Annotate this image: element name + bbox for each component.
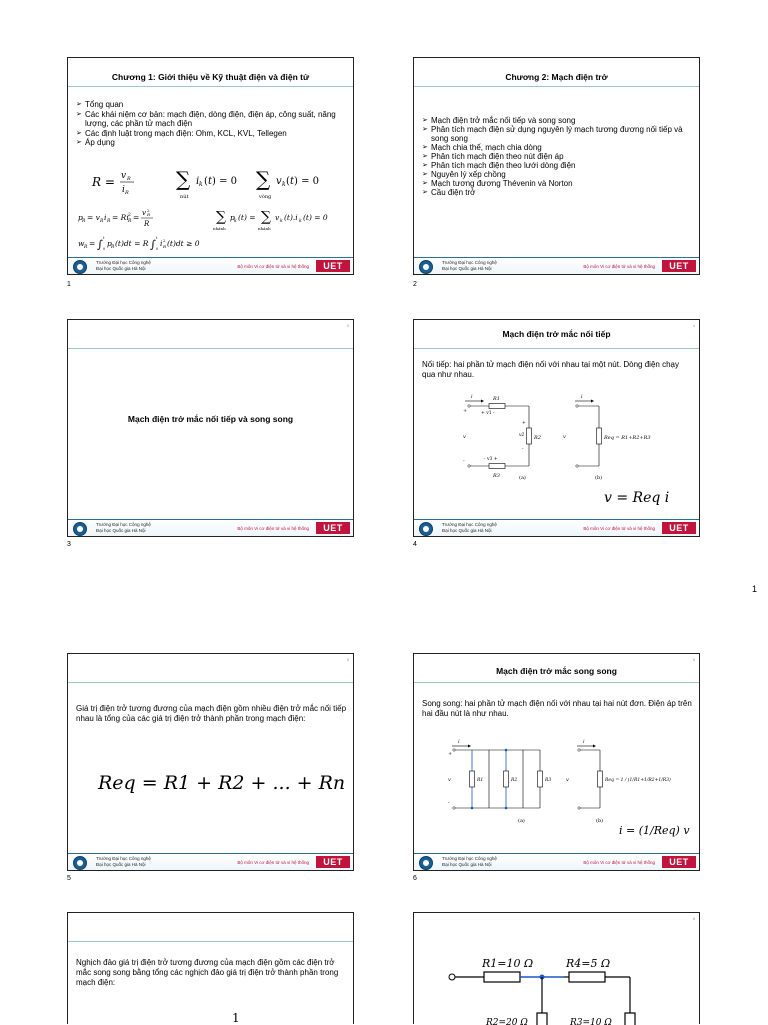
kcl-subscript: nút [180, 194, 189, 200]
slide-number: 1 [67, 281, 71, 288]
tellegen-subscript-2: nhánh [258, 226, 271, 231]
svg-text:i: i [471, 394, 473, 400]
svg-text:w: w [78, 239, 85, 248]
svg-text:R: R [147, 212, 151, 217]
svg-text:+: + [448, 751, 453, 757]
slide-5[interactable] [67, 653, 354, 871]
svg-text:=: = [133, 213, 140, 222]
svg-text:) = 0: ) = 0 [294, 176, 319, 187]
svg-text:i: i [583, 739, 585, 745]
label-b: (b) [595, 475, 603, 481]
slide-page-mark: 5 [346, 657, 349, 662]
list-item: ➢ Mạch điện trở mắc nối tiếp và song song [422, 116, 694, 125]
svg-text:v: v [566, 777, 569, 783]
list-item: ➢ Các định luật trong mạch điện: Ohm, KCL, KVL, Tellegen [76, 129, 344, 139]
school-name: Trường Đại học Công nghệ Đại học Quốc gia Hà Nội [442, 856, 497, 867]
svg-text:R: R [163, 244, 167, 249]
department-name: Bộ môn Vi cơ điện tử và vi hệ thống [583, 264, 655, 269]
svg-text:R: R [111, 245, 115, 250]
svg-text:v: v [563, 434, 566, 440]
svg-text:∑: ∑ [176, 167, 191, 191]
svg-text:k: k [199, 181, 203, 188]
svg-text:+ v1 -: + v1 - [481, 411, 495, 416]
svg-text:2: 2 [128, 213, 131, 218]
formula-block [68, 158, 353, 268]
slide-7[interactable] [67, 912, 354, 1024]
svg-text:t: t [103, 236, 105, 240]
uet-logo: UET [316, 260, 350, 272]
r4-label: R4=5 Ω [566, 957, 611, 970]
req-label: Req = 1 / (1/R1+1/R2+1/R3) [605, 778, 671, 783]
r3-label: R3=10 Ω [570, 1018, 612, 1025]
svg-text:R: R [144, 220, 150, 228]
svg-text:- v3 +: - v3 + [484, 457, 498, 462]
svg-text:R1: R1 [493, 396, 500, 402]
svg-text:k: k [234, 219, 237, 224]
tellegen-subscript: nhánh [213, 226, 226, 231]
svg-text:k: k [280, 219, 283, 224]
svg-text:0: 0 [103, 247, 106, 251]
slide-title: Chương 2: Mạch điện trở [505, 72, 608, 82]
school-name: Trường Đại học Công nghệ Đại học Quốc gia Hà Nội [96, 856, 151, 867]
parallel-circuit-diagram [446, 736, 671, 826]
uet-logo: UET [316, 856, 350, 868]
school-name: Trường Đại học Công nghệ Đại học Quốc gia Hà Nội [96, 522, 151, 533]
svg-text:v: v [276, 176, 282, 187]
list-item: ➢ Tổng quan [76, 100, 344, 110]
svg-text:R: R [82, 219, 86, 224]
svg-text:k: k [282, 181, 286, 188]
label-a: (a) [519, 475, 526, 481]
svg-text:R2: R2 [534, 435, 541, 441]
slide-formula: i = (1/Req) v [619, 824, 690, 837]
svg-text:i: i [458, 739, 460, 745]
list-item: ➢ Phân tích mạch điện theo nút điện áp [422, 152, 694, 161]
r1-label: R1=10 Ω [482, 957, 534, 970]
slide-footer [68, 257, 353, 274]
svg-text:i: i [104, 213, 107, 222]
list-item: ➢ Cầu điện trở [422, 188, 694, 197]
department-name: Bộ môn Vi cơ điện tử và vi hệ thống [583, 860, 655, 865]
school-name: Trường Đại học Công nghệ Đại học Quốc gia Hà Nội [442, 522, 497, 533]
list-item: ➢ Mạch chia thế, mạch chia dòng [422, 143, 694, 152]
school-name: Trường Đại học Công nghệ Đại học Quốc gia Hà Nội [442, 260, 497, 271]
list-item: ➢ Phân tích mạch điện sử dụng nguyên lý mạch tương đương nối tiếp và song song [422, 125, 694, 143]
slide-formula: Req = R1 + R2 + ... + Rn [98, 772, 346, 794]
svg-text:(t) =: (t) = [238, 213, 256, 222]
svg-text:-: - [463, 458, 465, 464]
uet-logo: UET [662, 260, 696, 272]
slide-page-mark: 4 [692, 323, 695, 328]
slide-title: Mạch điện trở mắc nối tiếp và song song [127, 414, 294, 424]
label-b: (b) [596, 818, 604, 824]
svg-text:R: R [100, 219, 104, 224]
uet-logo: UET [316, 522, 350, 534]
svg-text:v: v [121, 171, 127, 181]
svg-text:(: ( [204, 176, 208, 187]
department-name: Bộ môn Vi cơ điện tử và vi hệ thống [237, 264, 309, 269]
department-name: Bộ môn Vi cơ điện tử và vi hệ thống [237, 526, 309, 531]
svg-text:v: v [463, 434, 466, 440]
slide-title: Mạch điện trở mắc song song [496, 666, 617, 676]
svg-text:∑: ∑ [216, 209, 226, 225]
svg-text:i: i [122, 185, 125, 195]
slide-number: 4 [413, 541, 417, 548]
svg-text:(t).i: (t).i [284, 213, 298, 222]
university-logo-icon [73, 856, 87, 870]
slide-footer [68, 853, 353, 870]
slide-2[interactable] [413, 57, 700, 275]
svg-text:i: i [160, 239, 163, 248]
svg-text:p: p [107, 239, 112, 248]
university-logo-icon [73, 522, 87, 536]
svg-text:2: 2 [147, 208, 150, 213]
svg-text:t: t [208, 176, 213, 187]
university-logo-icon [419, 856, 433, 870]
slide-title: Mạch điện trở mắc nối tiếp [502, 329, 611, 339]
svg-text:R3: R3 [493, 473, 500, 479]
list-item: ➢ Phân tích mạch điện theo lưới dòng điện [422, 161, 694, 170]
slide-1[interactable] [67, 57, 354, 275]
svg-text:R2: R2 [511, 778, 518, 783]
resistor-network-diagram [414, 913, 701, 1025]
svg-text:t: t [156, 236, 158, 240]
slide-text: Giá trị điện trở tương đương của mạch điện gồm nhiều điện trở mắc nối tiếp nhau là tổng của các giá trị điện trở thành phần trong mạch điện: [76, 704, 347, 723]
slide-page-mark: 6 [692, 657, 695, 662]
svg-text:R: R [84, 245, 88, 250]
svg-text:v2: v2 [519, 433, 525, 438]
bullet-list [422, 116, 694, 197]
slide-number: 6 [413, 875, 417, 882]
svg-text:k: k [299, 219, 302, 224]
slide-3[interactable] [67, 319, 354, 537]
svg-text:R: R [128, 219, 132, 224]
svg-text:) = 0: ) = 0 [212, 176, 237, 187]
slide-footer [68, 519, 353, 536]
svg-text:(t)dt = R: (t)dt = R [115, 239, 149, 248]
university-logo-icon [73, 260, 87, 274]
page-number: 1 [752, 584, 758, 594]
svg-text:0: 0 [156, 247, 159, 251]
slide-footer [414, 257, 699, 274]
list-item: ➢ Nguyên lý xếp chồng [422, 170, 694, 179]
req-label: Req = R1+R2+R3 [604, 435, 651, 441]
department-name: Bộ môn Vi cơ điện tử và vi hệ thống [583, 526, 655, 531]
slide-footer [414, 519, 699, 536]
svg-text:∫: ∫ [150, 238, 156, 251]
svg-text:v: v [275, 213, 280, 222]
svg-text:(t) = 0: (t) = 0 [303, 213, 328, 222]
kvl-subscript: vòng [259, 194, 272, 200]
r2-label: R2=20 Ω [486, 1018, 528, 1025]
svg-text:= v: = v [87, 213, 100, 222]
svg-text:R: R [125, 190, 129, 196]
svg-text:(t)dt ≥ 0: (t)dt ≥ 0 [167, 239, 200, 248]
svg-text:R: R [107, 219, 111, 224]
slide-text: Nghịch đảo giá trị điện trở tương đương của mạch điện gồm các điện trở mắc song song bằng tổng các nghịch đảo giá trị điện trở thành phần trong mạch điện: [76, 958, 339, 987]
svg-text:i: i [196, 176, 200, 187]
svg-text:R =: R = [92, 175, 115, 189]
university-logo-icon [419, 260, 433, 274]
svg-text:-: - [448, 800, 450, 806]
svg-text:=: = [89, 239, 96, 248]
slide-number: 5 [67, 875, 71, 882]
svg-text:∑: ∑ [261, 209, 271, 225]
svg-text:v: v [448, 777, 451, 783]
slide-page-mark: 3 [346, 323, 349, 328]
university-logo-icon [419, 522, 433, 536]
slide-4[interactable] [413, 319, 700, 537]
slide-number: 2 [413, 281, 417, 288]
svg-text:∫: ∫ [97, 238, 103, 251]
uet-logo: UET [662, 522, 696, 534]
list-item: ➢ Các khái niệm cơ bản: mạch điện, dòng điện, điện áp, công suất, năng lượng, các phần tử mạch điện [76, 110, 344, 129]
svg-text:2: 2 [163, 238, 166, 243]
svg-text:R3: R3 [545, 778, 552, 783]
svg-text:(: ( [286, 176, 290, 187]
slide-text: Nối tiếp: hai phần tử mạch điện nối với nhau tại một nút. Dòng điện chạy qua như nhau. [422, 360, 679, 379]
svg-text:R1: R1 [477, 778, 484, 783]
slide-6[interactable] [413, 653, 700, 871]
uet-logo: UET [662, 856, 696, 868]
slide-text: Song song: hai phần tử mạch điện nối với nhau tại hai nút đơn. Điện áp trên hai đầu nút là như nhau. [422, 699, 692, 718]
slide-number: 3 [67, 541, 71, 548]
label-a: (a) [518, 818, 525, 824]
svg-text:R: R [127, 176, 131, 182]
svg-text:v: v [142, 209, 146, 217]
department-name: Bộ môn Vi cơ điện tử và vi hệ thống [237, 860, 309, 865]
svg-text:+: + [463, 408, 468, 414]
school-name: Trường Đại học Công nghệ Đại học Quốc gia Hà Nội [96, 260, 151, 271]
list-item: ➢ Áp dụng [76, 138, 344, 148]
svg-text:+: + [522, 421, 526, 426]
slide-8[interactable] [413, 912, 700, 1024]
svg-text:p: p [78, 213, 83, 222]
svg-text:i: i [581, 394, 583, 400]
list-item: ➢ Mạch tương đương Thévenin và Norton [422, 179, 694, 188]
svg-text:t: t [290, 176, 295, 187]
svg-text:∑: ∑ [256, 167, 271, 191]
slide-footer [414, 853, 699, 870]
svg-text:p: p [230, 213, 235, 222]
bullet-list [76, 100, 344, 148]
svg-text:-: - [522, 447, 524, 452]
slide-formula-partial: 1 [232, 1011, 240, 1025]
slide-formula: v = Req i [604, 490, 670, 506]
slide-title: Chương 1: Giới thiệu về Kỹ thuật điện và điện tử [111, 72, 310, 82]
series-circuit-diagram [459, 390, 659, 490]
svg-text:= Ri: = Ri [112, 213, 129, 222]
slide-page-mark: 8 [692, 916, 695, 921]
